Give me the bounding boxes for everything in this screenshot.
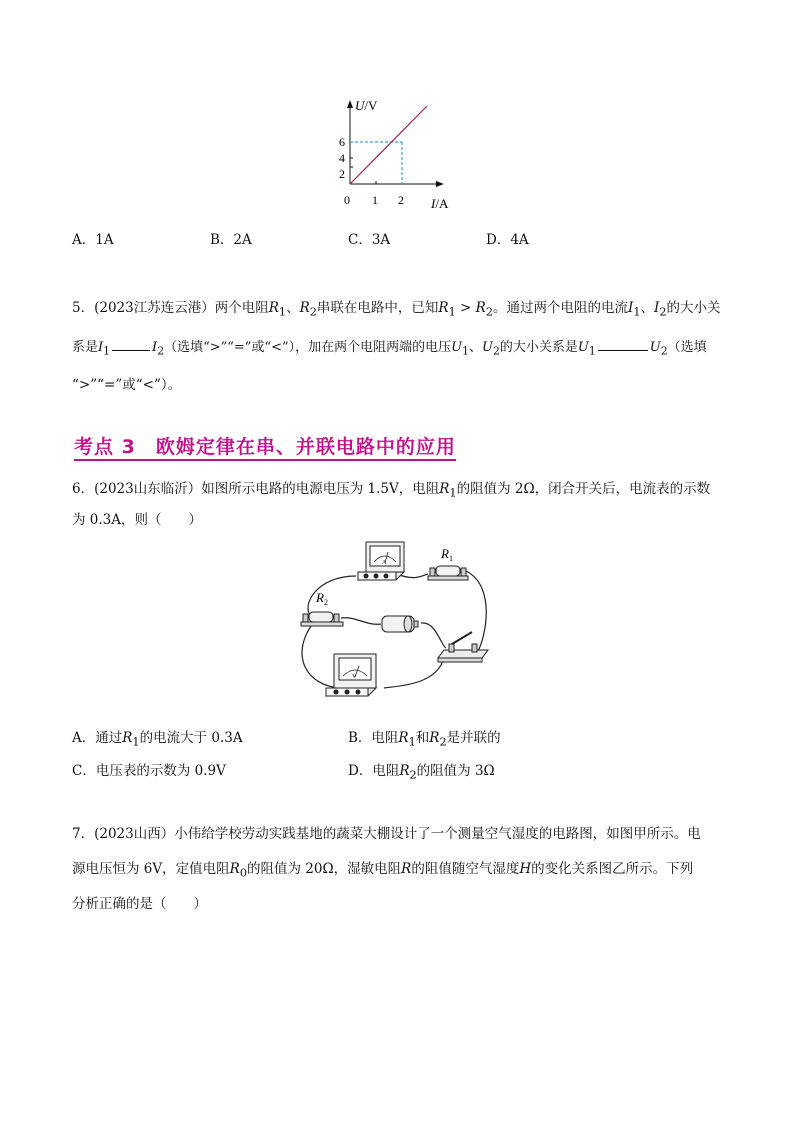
- option-text: 的电流大于 0.3A: [139, 730, 243, 746]
- q4-option-a: A．1A: [72, 232, 114, 248]
- option-text: D．电阻: [348, 763, 400, 779]
- voltmeter: [326, 654, 376, 696]
- battery: [382, 616, 418, 632]
- var-r1: R: [438, 300, 449, 316]
- q7-text: 的变化关系图乙所示。下列: [531, 861, 694, 877]
- var-i2: I: [152, 340, 158, 355]
- var-r2: R: [475, 300, 486, 316]
- r1-label: $R_1$: [441, 546, 453, 563]
- sub: 1: [449, 486, 457, 500]
- q4-option-b: B．2A: [210, 232, 252, 248]
- y-tick-label-6: 6: [339, 135, 345, 149]
- var-r1: R: [439, 481, 450, 497]
- y-axis-label: U/V: [355, 98, 378, 113]
- q5-text: （选填: [667, 340, 707, 355]
- q5-text: 5．(2023江苏连云港）两个电阻: [72, 300, 269, 316]
- option-text: B．电阻: [348, 730, 399, 746]
- x-tick-label-1: 1: [372, 193, 378, 207]
- y-tick-label-2: 2: [339, 167, 345, 181]
- circuit-diagram: [296, 536, 496, 706]
- q6-option-c: C．电压表的示数为 0.9V: [72, 763, 226, 779]
- u-i-graph: [330, 96, 460, 218]
- option-text: 是并联的: [446, 730, 501, 746]
- sub: 1: [103, 344, 111, 358]
- sub: 2: [485, 305, 493, 319]
- q5-text: 系是: [72, 340, 99, 355]
- answer-blank-current[interactable]: [112, 338, 150, 351]
- x-tick-label-2: 2: [398, 193, 404, 207]
- q5-text: （选填“>”“=”或“<”），加在两个电阻两端的电压: [164, 340, 452, 355]
- q4-option-c: C．3A: [348, 232, 391, 248]
- var-r2: R: [429, 730, 440, 746]
- var-u1: U: [451, 340, 463, 355]
- wire: [466, 571, 486, 651]
- wire: [384, 658, 444, 688]
- sub: 2: [492, 344, 500, 358]
- var-i1: I: [628, 300, 634, 316]
- q5-text: 的大小关系是: [499, 340, 578, 355]
- r2-label: $R_2$: [316, 590, 328, 607]
- var-r1: R: [122, 730, 133, 746]
- q5-text: 串联在电路中，已知: [316, 300, 439, 316]
- q6-option-d: [348, 759, 495, 782]
- q5-text: 的大小关: [666, 300, 721, 316]
- section-heading: 考点 3 欧姆定律在串、并联电路中的应用: [74, 436, 456, 461]
- sub: 1: [588, 344, 596, 358]
- q6-text: 6．(2023山东临沂）如图所示电路的电源电压为 1.5V，电阻: [72, 481, 440, 497]
- option-text: A．通过: [72, 730, 123, 746]
- resistor-r1: [428, 546, 468, 580]
- q5-line-3: “>”“=”或“<”）。: [72, 377, 182, 393]
- q6-option-a: [72, 726, 243, 749]
- var-r: R: [401, 861, 412, 877]
- sub: 1: [448, 305, 456, 319]
- sub: 1: [278, 305, 287, 319]
- q5-line-1: [72, 296, 721, 319]
- q7-line-3: 分析正确的是（ ）: [72, 896, 207, 912]
- var-r2: R: [399, 763, 410, 779]
- var-r1: R: [268, 300, 279, 316]
- sub: 2: [309, 305, 317, 319]
- q5-text: 、: [286, 300, 300, 316]
- option-text: 的阻值为 3Ω: [416, 763, 495, 779]
- var-i2: I: [654, 300, 660, 316]
- ammeter-label: A: [382, 560, 387, 566]
- sub: 1: [132, 735, 140, 749]
- q5-text: 、: [469, 340, 483, 355]
- y-tick-label-4: 4: [339, 151, 345, 165]
- q7-line-2: [72, 857, 693, 880]
- wire: [421, 623, 446, 648]
- q7-text: 源电压恒为 6V，定值电阻: [72, 861, 230, 877]
- q5-line-2: [72, 336, 707, 358]
- sub: 2: [409, 768, 417, 782]
- sub: 1: [633, 305, 641, 319]
- ammeter: [358, 542, 404, 580]
- var-r1: R: [398, 730, 409, 746]
- voltmeter-label: V: [352, 674, 357, 680]
- q4-option-d: D．4A: [486, 232, 529, 248]
- var-u1: U: [577, 340, 589, 355]
- u-i-line: [350, 106, 427, 184]
- sub: 2: [157, 344, 165, 358]
- var-r2: R: [299, 300, 310, 316]
- sub: 2: [439, 735, 447, 749]
- resistor-r2: [301, 590, 343, 626]
- var-h: H: [519, 861, 532, 877]
- q5-text: 。通过两个电阻的电流: [493, 300, 628, 316]
- var-r0: R: [229, 861, 240, 877]
- var-i1: I: [98, 340, 104, 355]
- q6-option-b: [348, 726, 501, 749]
- sub: 1: [408, 735, 416, 749]
- option-text: 和: [415, 730, 430, 746]
- x-axis-arrow: [436, 181, 444, 187]
- q5-text: 、: [640, 300, 655, 316]
- q6-line-1: [72, 477, 710, 500]
- answer-blank-voltage[interactable]: [598, 338, 648, 351]
- var-u2: U: [649, 340, 661, 355]
- sub: 2: [659, 305, 667, 319]
- q7-text: 的阻值为 20Ω，湿敏电阻: [246, 861, 402, 877]
- x-axis-label: I/A: [431, 196, 449, 211]
- q7-line-1: 7．(2023山西）小伟给学校劳动实践基地的蔬菜大棚设计了一个测量空气湿度的电路图，如图甲所示。电: [72, 826, 701, 842]
- var-u2: U: [482, 340, 493, 355]
- wire: [341, 618, 381, 625]
- y-axis-arrow: [347, 100, 353, 108]
- sub: 2: [660, 344, 668, 358]
- sub: 0: [239, 866, 247, 880]
- q6-line-2: 为 0.3A，则（ ）: [72, 512, 203, 528]
- origin-label: 0: [344, 193, 350, 207]
- q6-text: 的阻值为 2Ω，闭合开关后，电流表的示数: [456, 481, 711, 497]
- sub: 1: [462, 344, 469, 358]
- q5-text: >: [455, 300, 476, 316]
- q7-text: 的阻值随空气湿度: [411, 861, 520, 877]
